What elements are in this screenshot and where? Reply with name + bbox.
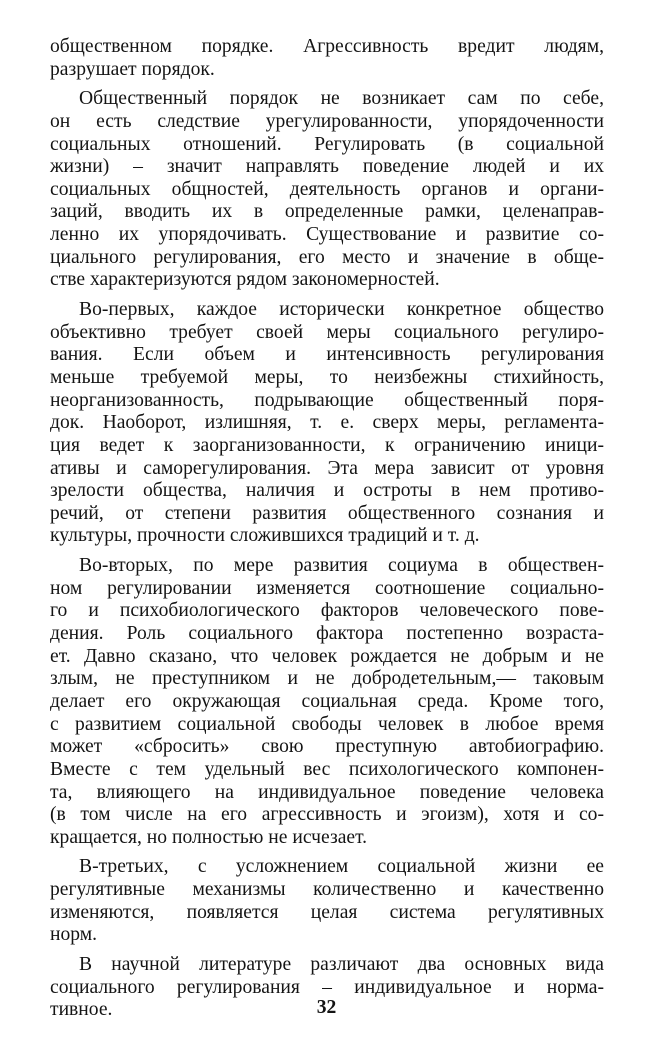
text-line: изменяются, появляется целая система регулятивных [50,901,604,923]
text-line: меньше требуемой меры, то неизбежны стихийность, [50,366,604,388]
text-line: (в том числе на его агрессивность и эгоизм), хотя и со- [50,804,604,826]
text-line: норм. [50,924,98,946]
text-line: культуры, прочности сложившихся традиций и т. д. [50,525,480,547]
text-line: социального регулирования – индивидуальное и норма- [50,976,604,998]
text-line: Во-первых, каждое исторически конкретное общество [79,299,604,321]
text-line: ция ведет к заорганизованности, к ограничению иници- [50,434,604,456]
paragraph [50,555,604,849]
text-line: Во-вторых, по мере развития социума в обществен- [79,555,604,577]
text-line: Общественный порядок не возникает сам по себе, [79,88,604,110]
text-line: стве характеризуются рядом закономерностей. [50,269,440,291]
text-line: он есть следствие урегулированности, упорядоченности [50,110,604,132]
text-line: делает его окружающая социальная среда. Кроме того, [50,690,604,712]
text-line: жизни) – значит направлять поведение людей и их [50,156,604,178]
text-line: го и психобиологического факторов человеческого пове- [50,600,604,622]
page-body [50,36,604,1022]
text-line: дения. Роль социального фактора постепенно возраста- [50,623,604,645]
text-line: с развитием социальной свободы человек в любое время [50,713,604,735]
text-line: заций, вводить их в определенные рамки, целенаправ- [50,201,604,223]
text-line: док. Наоборот, излишняя, т. е. сверх меры, регламента- [50,412,604,434]
text-line: зрелости общества, наличия и остроты в нем противо- [50,480,604,502]
page-number: 32 [316,997,337,1018]
text-line: Вместе с тем удельный вес психологического компонен- [50,758,604,780]
text-line: циального регулирования, его место и значение в обще- [50,246,604,268]
text-line: социальных общностей, деятельность органов и органи- [50,178,604,200]
text-line: злым, не преступником и не добродетельным,— таковым [50,668,604,690]
text-line: разрушает порядок. [50,58,215,80]
text-line: речий, от степени развития общественного сознания и [50,502,604,524]
paragraph [50,856,604,947]
paragraph [50,299,604,548]
text-line: вания. Если объем и интенсивность регулирования [50,344,604,366]
text-line: может «сбросить» свою преступную автобиографию. [50,736,604,758]
text-line: социальных отношений. Регулировать (в социальной [50,133,604,155]
text-line: объективно требует своей меры социального регулиро- [50,321,604,343]
text-line: та, влияющего на индивидуальное поведение человека [50,781,604,803]
text-line: неорганизованность, подрывающие общественный поря- [50,389,604,411]
text-line: регулятивные механизмы количественно и качественно [50,879,604,901]
text-line: В-третьих, с усложнением социальной жизни ее [79,856,604,878]
text-line: ленно их упорядочивать. Существование и развитие со- [50,224,604,246]
text-line: В научной литературе различают два основных вида [79,953,604,975]
text-line: тивное. [50,999,113,1021]
paragraph [50,88,604,292]
paragraph [50,36,604,81]
text-line: ативы и саморегулирования. Эта мера зависит от уровня [50,457,604,479]
text-line: ет. Давно сказано, что человек рождается не добрым и не [50,645,604,667]
text-line: кращается, но полностью не исчезает. [50,826,368,848]
text-line: общественном порядке. Агрессивность вредит людям, [50,36,604,57]
text-line: ном регулировании изменяется соотношение социально- [50,577,604,599]
